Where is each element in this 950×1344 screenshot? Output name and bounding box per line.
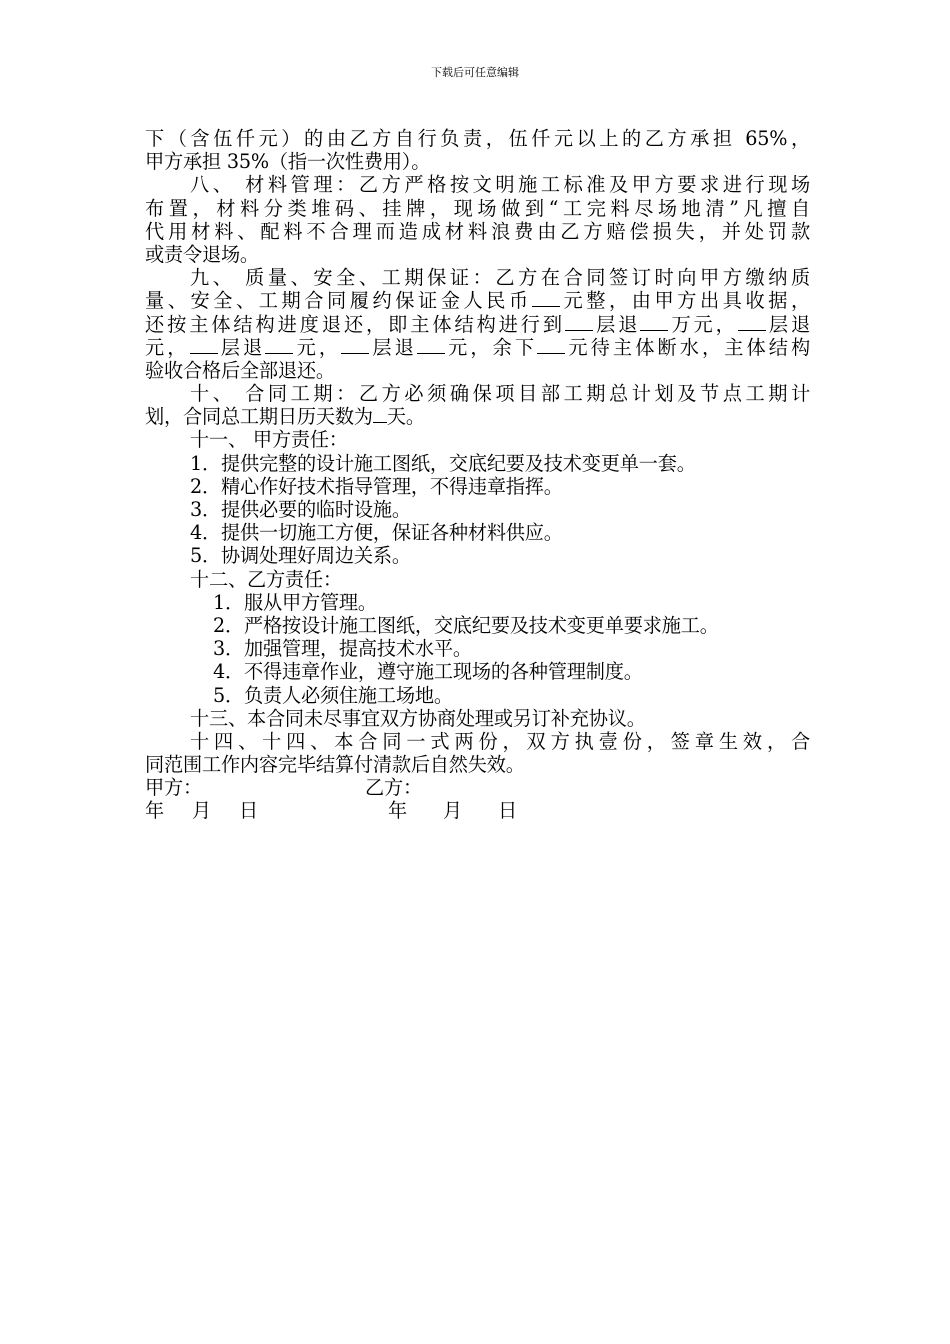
floor-blank[interactable] <box>738 313 766 331</box>
text-run: 层退 <box>217 335 266 359</box>
party-b-label: 乙方： <box>365 776 422 800</box>
amount-blank[interactable] <box>640 313 668 331</box>
paragraph-line: 代用材料、配料不合理而造成材料浪费由乙方赔偿损失，并处罚款 <box>145 219 810 243</box>
clause-nine-title: 九、 质量、安全、工期保证：乙方在合同签订时向甲方缴纳质 <box>190 266 810 290</box>
signature-row <box>145 776 810 799</box>
paragraph-line: 下（含伍仟元）的由乙方自行负责，伍仟元以上的乙方承担 65%， <box>145 127 810 150</box>
amount-blank[interactable] <box>265 336 293 354</box>
text-run: 元待主体断水，主体结构 <box>565 335 810 359</box>
paragraph-line: 同范围工作内容完毕结算付清款后自然失效。 <box>145 753 525 777</box>
text-run: 层退 <box>369 335 417 359</box>
text-run: 元， <box>293 335 342 359</box>
text-run: 元，余下 <box>444 335 538 359</box>
text-run: 层退 <box>765 312 810 336</box>
list-item: 1．提供完整的设计施工图纸，交底纪要及技术变更单一套。 <box>190 451 696 475</box>
floor-blank[interactable] <box>190 336 218 354</box>
date-month-b: 月 <box>443 799 462 823</box>
date-year-b: 年 <box>388 799 407 823</box>
paragraph-line: 布置，材料分类堆码、挂牌，现场做到“工完料尽场地清”凡擅自 <box>145 196 810 220</box>
list-item: 3．加强管理，提高技术水平。 <box>213 637 472 661</box>
list-item: 2．精心作好技术指导管理，不得违章指挥。 <box>190 474 563 498</box>
page-header: 下载后可任意编辑 <box>431 66 519 79</box>
amount-blank[interactable] <box>417 336 445 354</box>
date-day-a: 日 <box>239 799 258 823</box>
clause-thirteen: 十三、本合同未尽事宜双方协商处理或另订补充协议。 <box>190 706 646 730</box>
list-item: 5．负责人必须住施工场地。 <box>213 683 453 707</box>
date-row <box>145 799 810 822</box>
remaining-amount-blank[interactable] <box>537 336 565 354</box>
paragraph-line <box>145 405 810 428</box>
list-item: 5．协调处理好周边关系。 <box>190 544 411 568</box>
text-run: 元整，由甲方出具收据， <box>559 289 810 313</box>
paragraph-line <box>145 289 810 312</box>
text-run: 层退 <box>593 312 641 336</box>
paragraph-line <box>145 336 810 359</box>
text-run: 还按主体结构进度退还，即主体结构进行到 <box>145 312 565 336</box>
paragraph-line: 或责令退场。 <box>145 242 259 266</box>
party-a-label: 甲方： <box>145 776 202 800</box>
clause-fourteen: 十四、十四、本合同一式两份，双方执壹份，签章生效，合 <box>190 729 810 753</box>
floor-blank[interactable] <box>565 313 593 331</box>
total-days-blank[interactable] <box>373 405 387 423</box>
text-run: 万元， <box>668 312 738 336</box>
clause-eight-title: 八、 材料管理：乙方严格按文明施工标准及甲方要求进行现场 <box>190 173 810 197</box>
date-day-b: 日 <box>498 799 517 823</box>
list-item: 4．提供一切施工方便，保证各种材料供应。 <box>190 521 563 545</box>
list-item: 4．不得违章作业，遵守施工现场的各种管理制度。 <box>213 660 643 684</box>
text-run: 划，合同总工期日历天数为 <box>145 405 373 429</box>
date-month-a: 月 <box>192 799 211 823</box>
text-run: 天。 <box>386 405 425 429</box>
paragraph-line: 甲方承担 35%（指一次性费用）。 <box>145 150 431 174</box>
text-run: 量、安全、工期合同履约保证金人民币 <box>145 289 532 313</box>
deposit-amount-blank[interactable] <box>532 289 560 307</box>
list-item: 3．提供必要的临时设施。 <box>190 498 411 521</box>
text-run: 元， <box>145 335 190 359</box>
paragraph-line <box>145 313 810 336</box>
clause-ten-title: 十、 合同工期：乙方必须确保项目部工期总计划及节点工期计 <box>190 382 810 406</box>
date-year-a: 年 <box>145 799 164 823</box>
contract-body <box>145 127 810 823</box>
list-item: 1．服从甲方管理。 <box>213 590 377 614</box>
clause-twelve-title: 十二、乙方责任： <box>190 567 342 591</box>
floor-blank[interactable] <box>341 336 369 354</box>
paragraph-line: 验收合格后全部退还。 <box>145 358 335 382</box>
clause-eleven-title: 十一、 甲方责任： <box>190 428 348 452</box>
list-item: 2．严格按设计施工图纸，交底纪要及技术变更单要求施工。 <box>213 613 719 637</box>
